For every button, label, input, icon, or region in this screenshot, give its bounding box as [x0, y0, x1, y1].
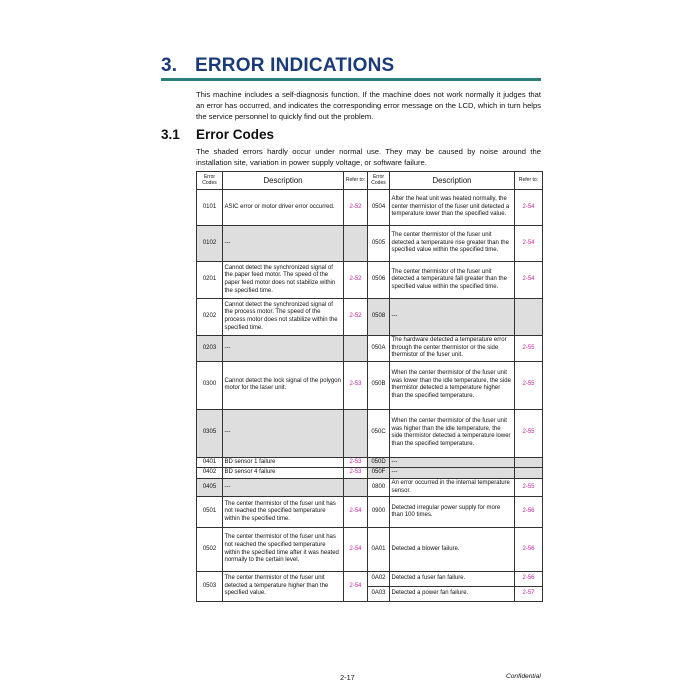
left-refer-to-page: 2-54 [344, 528, 368, 572]
header-refer-to: Refer to: [344, 172, 368, 190]
right-error-description: The hardware detected a temperature error through the center thermistor or the side thermistor of the fuser unit. [390, 336, 515, 362]
right-error-description: Detected irregular power supply for more than 100 times. [390, 497, 515, 528]
chapter-title: ERROR INDICATIONS [195, 55, 395, 76]
section-number: 3.1 [161, 127, 180, 142]
right-error-description: When the center thermistor of the fuser unit was lower than the idle temperature, the side thermistor detected a temperature higher than the specified temperature. [390, 361, 515, 409]
section-paragraph: The shaded errors hardly occur under normal use. They may be caused by noise around the installation site, variation in power supply voltage, or software failure. [196, 147, 541, 167]
right-error-description: Detected a fuser fan failure. [390, 572, 515, 587]
chapter-number: 3. [161, 55, 178, 76]
table-row [197, 262, 543, 299]
right-error-code: 0A02 [368, 572, 390, 587]
right-error-description: When the center thermistor of the fuser unit was higher than the idle temperature, the side thermistor detected a temperature lower than the specified temperature. [390, 409, 515, 457]
page-number: 2-17 [340, 673, 355, 682]
right-refer-to-page [515, 468, 543, 479]
left-refer-to-page: 2-52 [344, 262, 368, 299]
right-error-description: Detected a power fan failure. [390, 587, 515, 602]
error-codes-table [196, 171, 543, 602]
left-error-description: The center thermistor of the fuser unit has not reached the specified temperature within the specified time after it was heated normally to the certain level. [223, 528, 344, 572]
right-refer-to-page: 2-55 [515, 361, 543, 409]
right-refer-to-page: 2-56 [515, 572, 543, 587]
right-error-code: 050A [368, 336, 390, 362]
right-refer-to-page: 2-56 [515, 497, 543, 528]
left-error-description: The center thermistor of the fuser unit detected a temperature higher than the specified value. [223, 572, 344, 602]
right-error-code: 050F [368, 468, 390, 479]
right-error-description: --- [390, 457, 515, 468]
left-error-code: 0401 [197, 457, 223, 468]
table-row [197, 497, 543, 528]
heading-rule [161, 78, 541, 81]
right-refer-to-page [515, 457, 543, 468]
table-row [197, 478, 543, 496]
right-error-description: --- [390, 468, 515, 479]
left-error-code: 0203 [197, 336, 223, 362]
left-refer-to-page: 2-53 [344, 361, 368, 409]
left-error-description: --- [223, 226, 344, 262]
right-error-description: After the heat unit was heated normally, the center thermistor of the fuser unit detected a temperature lower than the specified value. [390, 190, 515, 226]
table-row [197, 190, 543, 226]
left-error-code: 0201 [197, 262, 223, 299]
table-row [197, 457, 543, 468]
header-description: Description [223, 172, 344, 190]
left-error-code: 0102 [197, 226, 223, 262]
right-refer-to-page: 2-55 [515, 336, 543, 362]
table-row [197, 468, 543, 479]
left-error-description: --- [223, 336, 344, 362]
intro-paragraph: This machine includes a self-diagnosis function. If the machine does not work normally it judges that an error has occurred, and indicates the corresponding error message on the LCD, which in turn helps the service personnel to quickly find out the problem. [196, 90, 541, 121]
left-error-code: 0305 [197, 409, 223, 457]
left-refer-to-page: 2-53 [344, 468, 368, 479]
left-refer-to-page [344, 409, 368, 457]
left-error-code: 0300 [197, 361, 223, 409]
right-error-description: The center thermistor of the fuser unit detected a temperature rise greater than the specified value within the specified time. [390, 226, 515, 262]
table-header-row [197, 172, 543, 190]
right-error-description: Detected a blower failure. [390, 528, 515, 572]
right-error-code: 0508 [368, 299, 390, 336]
left-refer-to-page: 2-52 [344, 299, 368, 336]
right-error-description: An error occurred in the internal temperature sensor. [390, 478, 515, 496]
left-refer-to-page: 2-54 [344, 572, 368, 602]
header-description: Description [390, 172, 515, 190]
table-row [197, 299, 543, 336]
right-refer-to-page: 2-54 [515, 226, 543, 262]
right-error-code: 050C [368, 409, 390, 457]
right-refer-to-page: 2-54 [515, 190, 543, 226]
right-error-code: 0900 [368, 497, 390, 528]
right-refer-to-page: 2-55 [515, 478, 543, 496]
table-row [197, 409, 543, 457]
left-refer-to-page [344, 226, 368, 262]
right-error-code: 0506 [368, 262, 390, 299]
left-error-code: 0101 [197, 190, 223, 226]
left-refer-to-page [344, 478, 368, 496]
right-refer-to-page [515, 299, 543, 336]
left-error-description: --- [223, 409, 344, 457]
right-error-code: 0A03 [368, 587, 390, 602]
left-error-code: 0405 [197, 478, 223, 496]
left-error-description: ASIC error or motor driver error occurred. [223, 190, 344, 226]
right-refer-to-page: 2-55 [515, 409, 543, 457]
right-error-code: 0A01 [368, 528, 390, 572]
table-row [197, 336, 543, 362]
table-row [197, 226, 543, 262]
confidential-label: Confidential [506, 673, 541, 680]
right-error-code: 050B [368, 361, 390, 409]
right-refer-to-page: 2-54 [515, 262, 543, 299]
left-error-description: Cannot detect the lock signal of the polygon motor for the laser unit. [223, 361, 344, 409]
section-heading [161, 127, 274, 142]
left-refer-to-page [344, 336, 368, 362]
section-title: Error Codes [196, 127, 275, 142]
left-error-description: --- [223, 478, 344, 496]
right-error-code: 0800 [368, 478, 390, 496]
header-refer-to: Refer to: [515, 172, 543, 190]
header-error-codes: Error Codes [368, 172, 390, 190]
right-error-description: The center thermistor of the fuser unit detected a temperature fall greater than the specified value within the specified time. [390, 262, 515, 299]
header-error-codes: Error Codes [197, 172, 223, 190]
right-error-code: 050D [368, 457, 390, 468]
right-error-code: 0504 [368, 190, 390, 226]
right-refer-to-page: 2-57 [515, 587, 543, 602]
left-error-description: BD sensor 1 failure [223, 457, 344, 468]
left-error-code: 0501 [197, 497, 223, 528]
left-error-description: The center thermistor of the fuser unit has not reached the specified temperature within the specified time. [223, 497, 344, 528]
chapter-heading [161, 55, 394, 77]
left-refer-to-page: 2-52 [344, 190, 368, 226]
left-error-code: 0202 [197, 299, 223, 336]
left-error-description: BD sensor 4 failure [223, 468, 344, 479]
left-error-code: 0402 [197, 468, 223, 479]
table-row [197, 572, 543, 587]
left-error-code: 0503 [197, 572, 223, 602]
table-row [197, 361, 543, 409]
right-error-description: --- [390, 299, 515, 336]
right-refer-to-page: 2-56 [515, 528, 543, 572]
left-error-description: Cannot detect the synchronized signal of the process motor. The speed of the process motor does not stabilize within the specified time. [223, 299, 344, 336]
left-error-description: Cannot detect the synchronized signal of the paper feed motor. The speed of the paper feed motor does not stabilize within the specified time. [223, 262, 344, 299]
right-error-code: 0505 [368, 226, 390, 262]
left-refer-to-page: 2-53 [344, 457, 368, 468]
table-row [197, 528, 543, 572]
left-error-code: 0502 [197, 528, 223, 572]
left-refer-to-page: 2-54 [344, 497, 368, 528]
